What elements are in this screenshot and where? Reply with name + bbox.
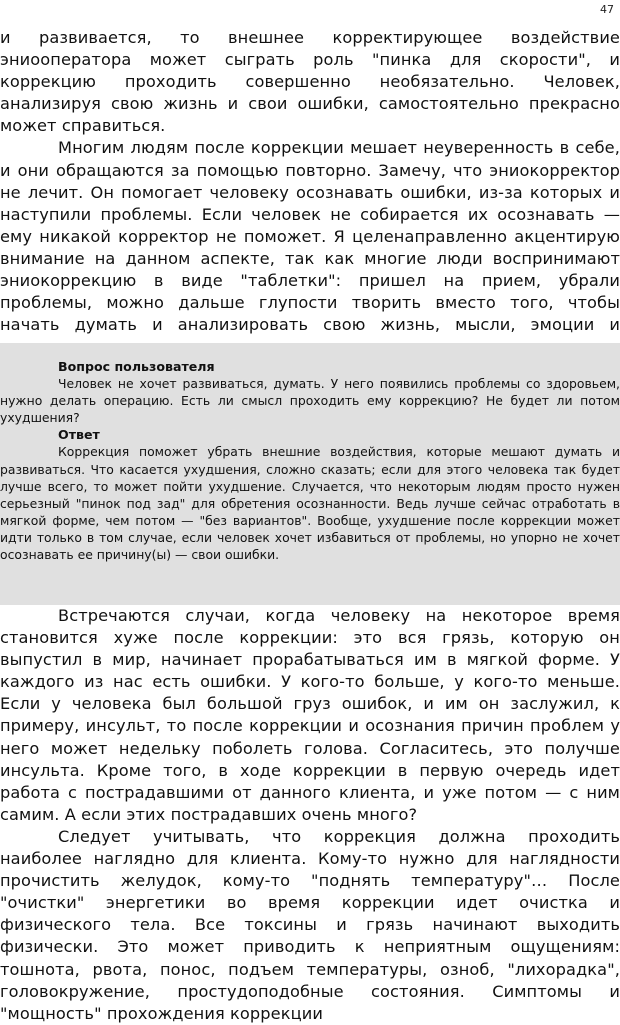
bottom-text-block [0, 605, 620, 1025]
paragraph: Следует учитывать, что коррекция должна проходить наиболее наглядно для клиента. Кому-то нужно для наглядности прочистить желудок, кому-то "поднять температуру"… После "очистки" энергетики во время коррекции идет очистка и физического тела. Все токсины и грязь начинают выходить физически. Это может приводить к неприятным ощущениям: тошнота, рвота, понос, подъем температуры, озноб, "лихорадка", головокружение, простудоподобные состояния. Симптомы и "мощность" прохождения коррекции [0, 826, 620, 1023]
answer-heading: Ответ [58, 427, 100, 443]
top-text-block [0, 27, 620, 358]
answer-text: Коррекция поможет убрать внешние воздействия, которые мешают думать и развиваться. Что касается ухудшения, сложно сказать; если для этого человека так будет лучше всего, то может пойти ухудшение. Случается, что некоторым людям просто нужен серьезный "пинок под зад" для обретения осознанности. Ведь лучше сейчас отработать в мягкой форме, чем потом — "без вариантов". Вообще, ухудшение после коррекции может идти только в том случае, если человек хочет избавиться от проблемы, но упорно не хочет осознавать ее причину(ы) — свои ошибки. [0, 444, 620, 563]
paragraph: и развивается, то внешнее корректирующее воздействие эниооператора может сыграть роль "пинка для скорости", и коррекцию проходить совершенно необязательно. Человек, анализируя свою жизнь и свои ошибки, самостоятельно прекрасно может справиться. [0, 28, 620, 136]
page-number: 47 [600, 3, 614, 16]
paragraph: Многим людям после коррекции мешает неуверенность в себе, и они обращаются за помощью повторно. Замечу, что эниокорректор не лечит. Он помогает человеку осознавать ошибки, из-за которых и наступили проблемы. Если человек не собирается их осознавать — ему никакой корректор не поможет. Я целенаправленно акцентирую внимание на данном аспекте, так как многие люди воспринимают эниокоррекцию в виде "таблетки": пришел на прием, убрали проблемы, можно дальше глупости творить вместо того, чтобы начать думать и анализировать свою жизнь, мысли, эмоции и [0, 138, 620, 335]
question-text: Человек не хочет развиваться, думать. У него появились проблемы со здоровьем, нужно делать операцию. Есть ли смысл проходить ему коррекцию? Не будет ли потом ухудшения? [0, 376, 620, 426]
user-question-box [0, 343, 620, 605]
paragraph: Встречаются случаи, когда человеку на некоторое время становится хуже после коррекции: это вся грязь, которую он выпустил в мир, начинает прорабатываться им в мягкой форме. У каждого из нас есть ошибки. У кого-то больше, у кого-то меньше. Если у человека был большой груз ошибок, и им он заслужил, к примеру, инсульт, то после коррекции и осознания причин проблем у него может недельку поболеть голова. Согласитесь, это получше инсульта. Кроме того, в ходе коррекции в первую очередь идет работа с пострадавшими от данного клиента, и уже потом — с ним самим. А если этих пострадавших очень много? [0, 606, 620, 824]
question-heading: Вопрос пользователя [58, 359, 215, 374]
